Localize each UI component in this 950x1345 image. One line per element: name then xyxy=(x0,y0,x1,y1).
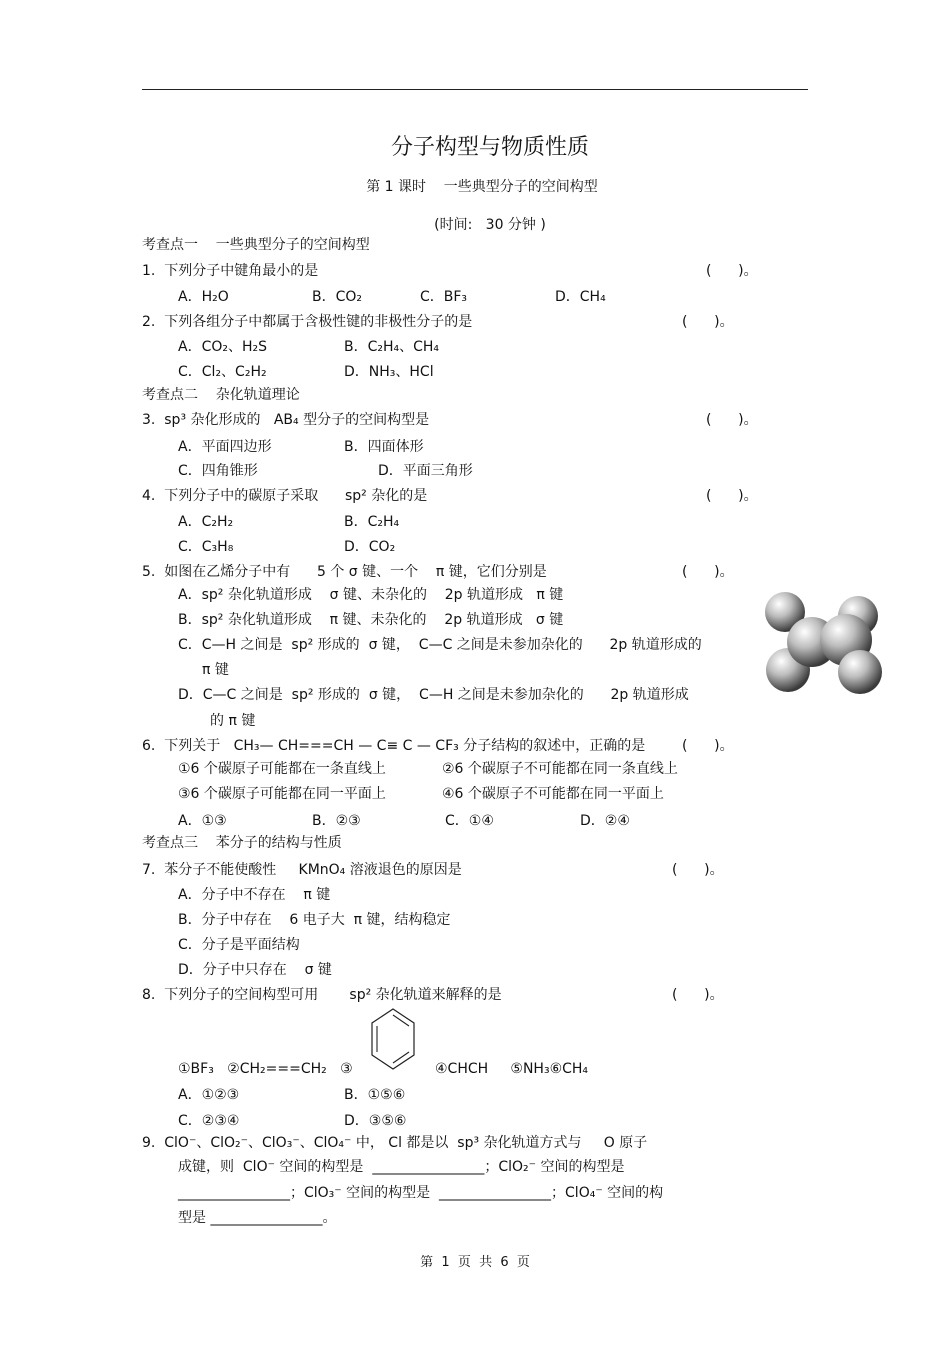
question-1-stem: 1. 下列分子中键角最小的是 xyxy=(142,263,319,279)
answer-blank: ( )。 xyxy=(706,412,758,428)
q8-option-c: C．②③④ xyxy=(178,1113,240,1129)
q5-option-d-cont: 的 π 键 xyxy=(210,713,256,729)
q5-option-d: D．C—C 之间是 sp² 形成的 σ 键， C—H 之间是未参加杂化的 2p 轨道形成 xyxy=(178,687,689,703)
answer-blank: ( )。 xyxy=(672,987,724,1003)
question-6-stem: 6. 下列关于 CH₃— CH===CH — C≡ C — CF₃ 分子结构的叙述中，正确的是 xyxy=(142,738,646,754)
page-footer: 第 1 页 共 6 页 xyxy=(420,1255,530,1270)
q3-option-c: C．四角锥形 xyxy=(178,463,258,479)
question-5-stem: 5. 如图在乙烯分子中有 5 个 σ 键、一个 π 键，它们分别是 xyxy=(142,564,547,580)
q6-option-a: A．①③ xyxy=(178,813,227,829)
q8-option-d: D．③⑤⑥ xyxy=(344,1113,407,1129)
q1-option-c: C．BF₃ xyxy=(420,289,468,305)
question-9-line-3: ________________；ClO₃⁻ 空间的构型是 ________________；ClO₄⁻ 空间的构 xyxy=(178,1185,664,1201)
q5-option-a: A．sp² 杂化轨道形成 σ 键、未杂化的 2p 轨道形成 π 键 xyxy=(178,587,564,603)
q3-option-b: B．四面体形 xyxy=(344,439,424,455)
question-9-line-2: 成键，则 ClO⁻ 空间的构型是 ________________；ClO₂⁻ 空间的构型是 xyxy=(178,1159,625,1175)
q2-option-a: A．CO₂、H₂S xyxy=(178,339,268,355)
question-8-stem: 8. 下列分子的空间构型可用 sp² 杂化轨道来解释的是 xyxy=(142,987,502,1003)
question-9-line-1: 9. ClO⁻、ClO₂⁻、ClO₃⁻、ClO₄⁻ 中， Cl 都是以 sp³ 杂化轨道方式与 O 原子 xyxy=(142,1135,648,1151)
section-heading: 考查点一 一些典型分子的空间构型 xyxy=(142,237,370,253)
q2-option-d: D．NH₃、HCl xyxy=(344,364,434,380)
question-9-line-4: 型是 ________________。 xyxy=(178,1210,337,1226)
q6-statement-4: ④6 个碳原子不可能都在同一平面上 xyxy=(442,786,664,802)
answer-blank: ( )。 xyxy=(682,738,734,754)
q1-option-b: B．CO₂ xyxy=(312,289,363,305)
page-title: 分子构型与物质性质 xyxy=(390,135,589,160)
q6-statement-3: ③6 个碳原子可能都在同一平面上 xyxy=(178,786,386,802)
q6-option-c: C．①④ xyxy=(445,813,494,829)
q5-option-c: C．C—H 之间是 sp² 形成的 σ 键， C—C 之间是未参加杂化的 2p 轨道形成的 xyxy=(178,637,702,653)
q5-option-b: B．sp² 杂化轨道形成 π 键、未杂化的 2p 轨道形成 σ 键 xyxy=(178,612,564,628)
q6-option-d: D．②④ xyxy=(580,813,630,829)
q8-option-a: A．①②③ xyxy=(178,1087,240,1103)
q2-option-b: B．C₂H₄、CH₄ xyxy=(344,339,440,355)
q4-option-a: A．C₂H₂ xyxy=(178,514,234,530)
question-4-stem: 4. 下列分子中的碳原子采取 sp² 杂化的是 xyxy=(142,488,428,504)
ethylene-ball-model-image xyxy=(760,588,890,698)
hydrogen-atom xyxy=(838,650,882,694)
q6-statement-2: ②6 个碳原子不可能都在同一条直线上 xyxy=(442,761,678,777)
q8-items-1-3: ①BF₃ ②CH₂===CH₂ ③ xyxy=(178,1061,353,1077)
q7-option-d: D．分子中只存在 σ 键 xyxy=(178,962,332,978)
q2-option-c: C．Cl₂、C₂H₂ xyxy=(178,364,267,380)
benzene-ring-image xyxy=(368,1006,418,1072)
answer-blank: ( )。 xyxy=(682,564,734,580)
q1-option-a: A．H₂O xyxy=(178,289,229,305)
header-rule xyxy=(142,89,808,90)
answer-blank: ( )。 xyxy=(706,488,758,504)
question-7-stem: 7. 苯分子不能使酸性 KMnO₄ 溶液退色的原因是 xyxy=(142,862,462,878)
q8-option-b: B．①⑤⑥ xyxy=(344,1087,406,1103)
q7-option-b: B．分子中存在 6 电子大 π 键，结构稳定 xyxy=(178,912,451,928)
lesson-subtitle: 第 1 课时 一些典型分子的空间构型 xyxy=(366,179,598,195)
section-heading: 考查点二 杂化轨道理论 xyxy=(142,387,300,403)
section-heading: 考查点三 苯分子的结构与性质 xyxy=(142,835,342,851)
q1-option-d: D．CH₄ xyxy=(555,289,606,305)
answer-blank: ( )。 xyxy=(706,263,758,279)
answer-blank: ( )。 xyxy=(672,862,724,878)
q3-option-a: A．平面四边形 xyxy=(178,439,272,455)
q3-option-d: D．平面三角形 xyxy=(378,463,473,479)
q7-option-a: A．分子中不存在 π 键 xyxy=(178,887,331,903)
q6-statement-1: ①6 个碳原子可能都在一条直线上 xyxy=(178,761,386,777)
q6-option-b: B．②③ xyxy=(312,813,361,829)
q5-option-c-cont: π 键 xyxy=(202,662,229,678)
q7-option-c: C．分子是平面结构 xyxy=(178,937,300,953)
answer-blank: ( )。 xyxy=(682,314,734,330)
question-3-stem: 3. sp³ 杂化形成的 AB₄ 型分子的空间构型是 xyxy=(142,412,430,428)
question-2-stem: 2. 下列各组分子中都属于含极性键的非极性分子的是 xyxy=(142,314,473,330)
q4-option-c: C．C₃H₈ xyxy=(178,539,234,555)
q4-option-b: B．C₂H₄ xyxy=(344,514,400,530)
q8-items-4-6: ④CHCH ⑤NH₃⑥CH₄ xyxy=(435,1061,589,1077)
q4-option-d: D．CO₂ xyxy=(344,539,396,555)
time-limit: (时间: 30 分钟 ) xyxy=(434,217,546,233)
